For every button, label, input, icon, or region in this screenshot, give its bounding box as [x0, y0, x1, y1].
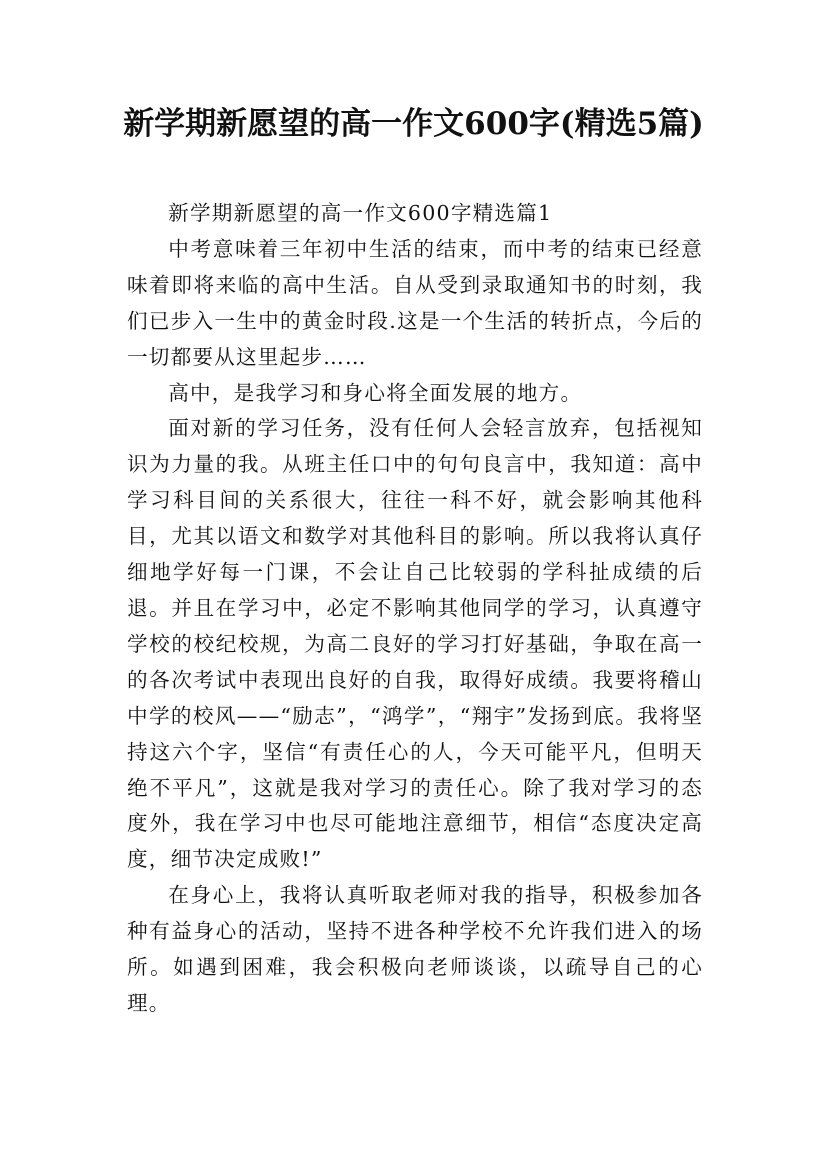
document-title: 新学期新愿望的高一作文600字(精选5篇) — [123, 106, 704, 142]
document-body — [127, 196, 703, 1022]
paragraph: 高中，是我学习和身心将全面发展的地方。 — [168, 380, 583, 405]
paragraph: 在身心上，我将认真听取老师对我的指导，积极参加各种有益身心的活动，坚持不进各种学校不允许我们进入的场所。如遇到困难，我会积极向老师谈谈，以疏导自己的心理。 — [127, 883, 703, 1015]
section-heading: 新学期新愿望的高一作文600字精选篇1 — [168, 201, 553, 225]
paragraph: 面对新的学习任务，没有任何人会轻言放弃，包括视知识为力量的我。从班主任口中的句句良言中，我知道：高中学习科目间的关系很大，往往一科不好，就会影响其他科目，尤其以语文和数学对其他科目的影响。所以我将认真仔细地学好每一门课，不会让自己比较弱的学科扯成绩的后退。并且在学习中，必定不影响其他同学的学习，认真遵守学校的校纪校规，为高二良好的学习打好基础，争取在高一的各次考试中表现出良好的自我，取得好成绩。我要将稽山中学的校风——“励志”，“鸿学”，“翔宇”发扬到底。我将坚持这六个字，坚信“有责任心的人，今天可能平凡，但明天绝不平凡”，这就是我对学习的责任心。除了我对学习的态度外，我在学习中也尽可能地注意细节，相信“态度决定高度，细节决定成败!” — [127, 416, 703, 872]
paragraph: 中考意味着三年初中生活的结束，而中考的结束已经意味着即将来临的高中生活。自从受到录取通知书的时刻，我们已步入一生中的黄金时段.这是一个生活的转折点，今后的一切都要从这里起步…… — [127, 236, 703, 369]
